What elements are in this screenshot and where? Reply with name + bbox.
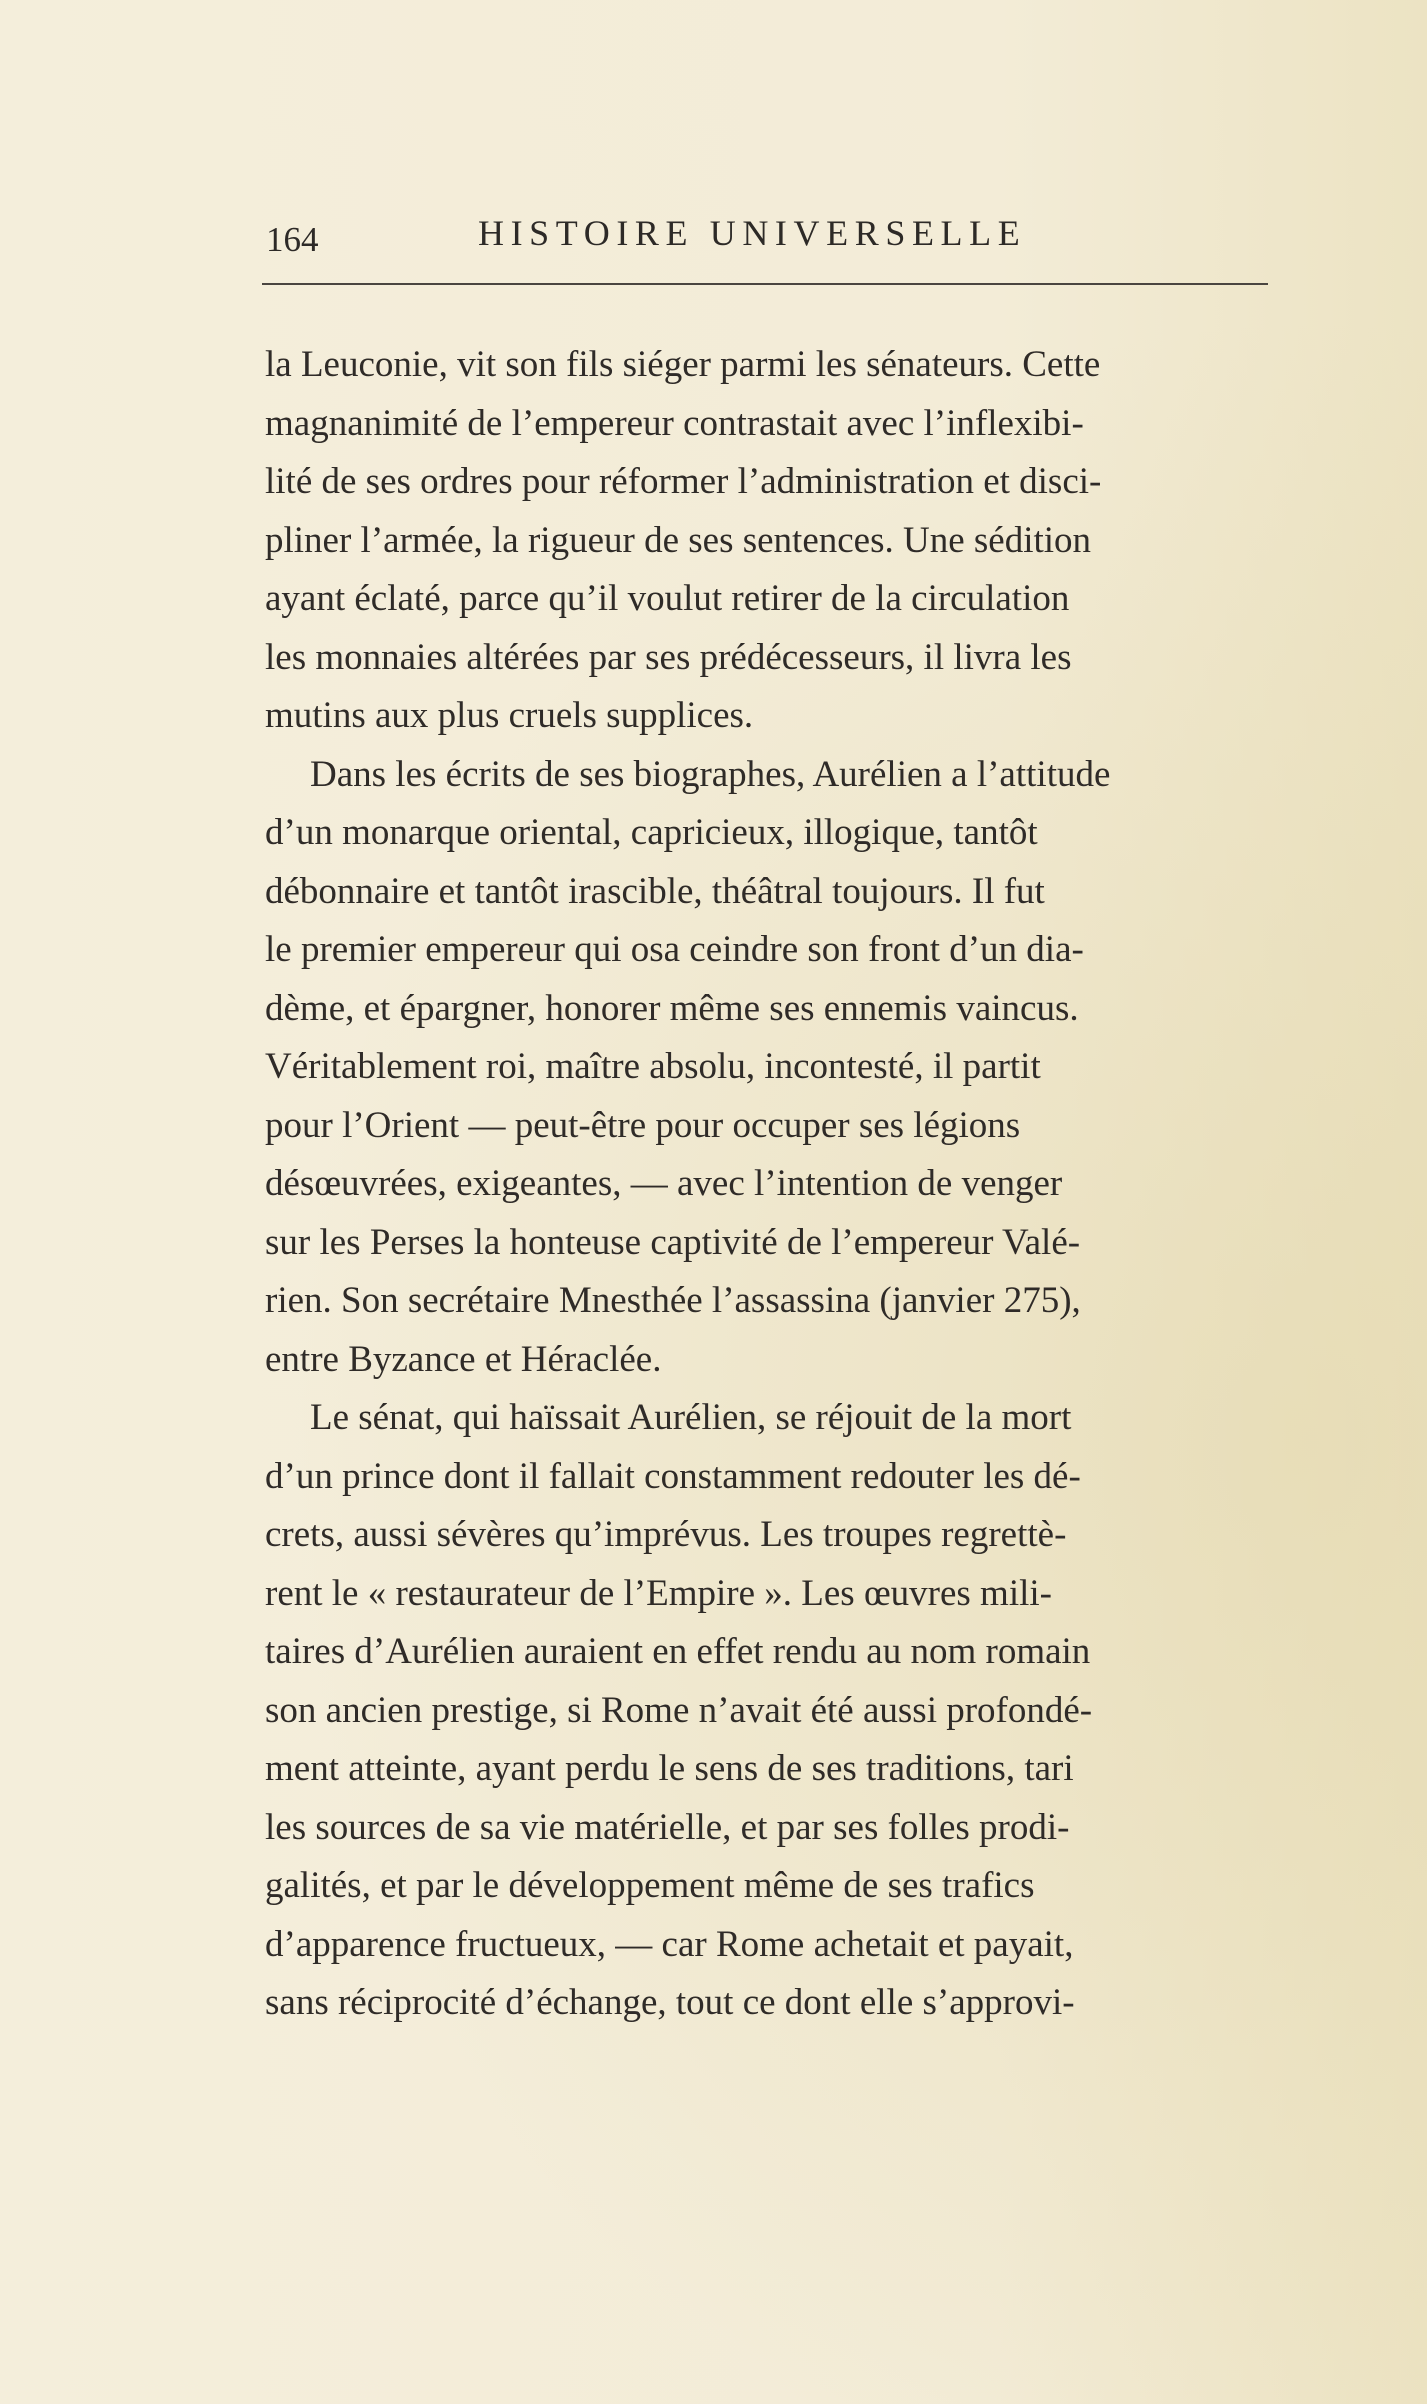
- text-line: désœuvrées, exigeantes, — avec l’intention de venger: [265, 1163, 1063, 1204]
- text-line: ayant éclaté, parce qu’il voulut retirer de la circulation: [265, 578, 1070, 619]
- text-line: Véritablement roi, maître absolu, incontesté, il partit: [265, 1046, 1041, 1087]
- paragraph-start-line: Le sénat, qui haïssait Aurélien, se réjouit de la mort: [310, 1397, 1072, 1438]
- text-line: d’un prince dont il fallait constamment redouter les dé-: [265, 1455, 1081, 1497]
- text-line: pour l’Orient — peut-être pour occuper ses légions: [265, 1104, 1021, 1146]
- page-number: 164: [266, 220, 319, 259]
- text-line: pliner l’armée, la rigueur de ses sentences. Une sédition: [265, 519, 1092, 561]
- text-line: son ancien prestige, si Rome n’avait été aussi profondé-: [265, 1689, 1093, 1731]
- text-line: sur les Perses la honteuse captivité de l’empereur Valé-: [265, 1221, 1081, 1263]
- header-rule: [262, 283, 1268, 285]
- body-text: [265, 336, 1287, 2033]
- text-line: dème, et épargner, honorer même ses ennemis vaincus.: [265, 987, 1079, 1029]
- running-title: HISTOIRE UNIVERSELLE: [478, 213, 1027, 253]
- text-line: mutins aux plus cruels supplices.: [265, 695, 754, 736]
- text-line: magnanimité de l’empereur contrastait avec l’inflexibi-: [265, 402, 1084, 444]
- text-line: taires d’Aurélien auraient en effet rendu au nom romain: [265, 1631, 1091, 1672]
- text-line: sans réciprocité d’échange, tout ce dont elle s’approvi-: [265, 1982, 1075, 2023]
- text-line: la Leuconie, vit son fils siéger parmi les sénateurs. Cette: [265, 344, 1101, 385]
- text-line: les sources de sa vie matérielle, et par ses folles prodi-: [265, 1806, 1070, 1848]
- text-line: ment atteinte, ayant perdu le sens de ses traditions, tari: [265, 1748, 1074, 1789]
- text-line: galités, et par le développement même de ses trafics: [265, 1865, 1035, 1906]
- text-line: rent le « restaurateur de l’Empire ». Les œuvres mili-: [265, 1572, 1052, 1614]
- paragraph-start-line: Dans les écrits de ses biographes, Aurélien a l’attitude: [310, 753, 1111, 795]
- text-line: rien. Son secrétaire Mnesthée l’assassina (janvier 275),: [265, 1280, 1081, 1321]
- text-line: les monnaies altérées par ses prédécesseurs, il livra les: [265, 636, 1072, 678]
- text-line: d’apparence fructueux, — car Rome achetait et payait,: [265, 1923, 1074, 1965]
- text-line: crets, aussi sévères qu’imprévus. Les troupes regrettè-: [265, 1514, 1067, 1555]
- text-line: le premier empereur qui osa ceindre son front d’un dia-: [265, 929, 1084, 970]
- text-line: entre Byzance et Héraclée.: [265, 1338, 662, 1380]
- text-line: débonnaire et tantôt irascible, théâtral toujours. Il fut: [265, 870, 1045, 912]
- page-header: [266, 212, 1270, 262]
- text-line: lité de ses ordres pour réformer l’administration et disci-: [265, 461, 1102, 502]
- text-line: d’un monarque oriental, capricieux, illogique, tantôt: [265, 812, 1038, 853]
